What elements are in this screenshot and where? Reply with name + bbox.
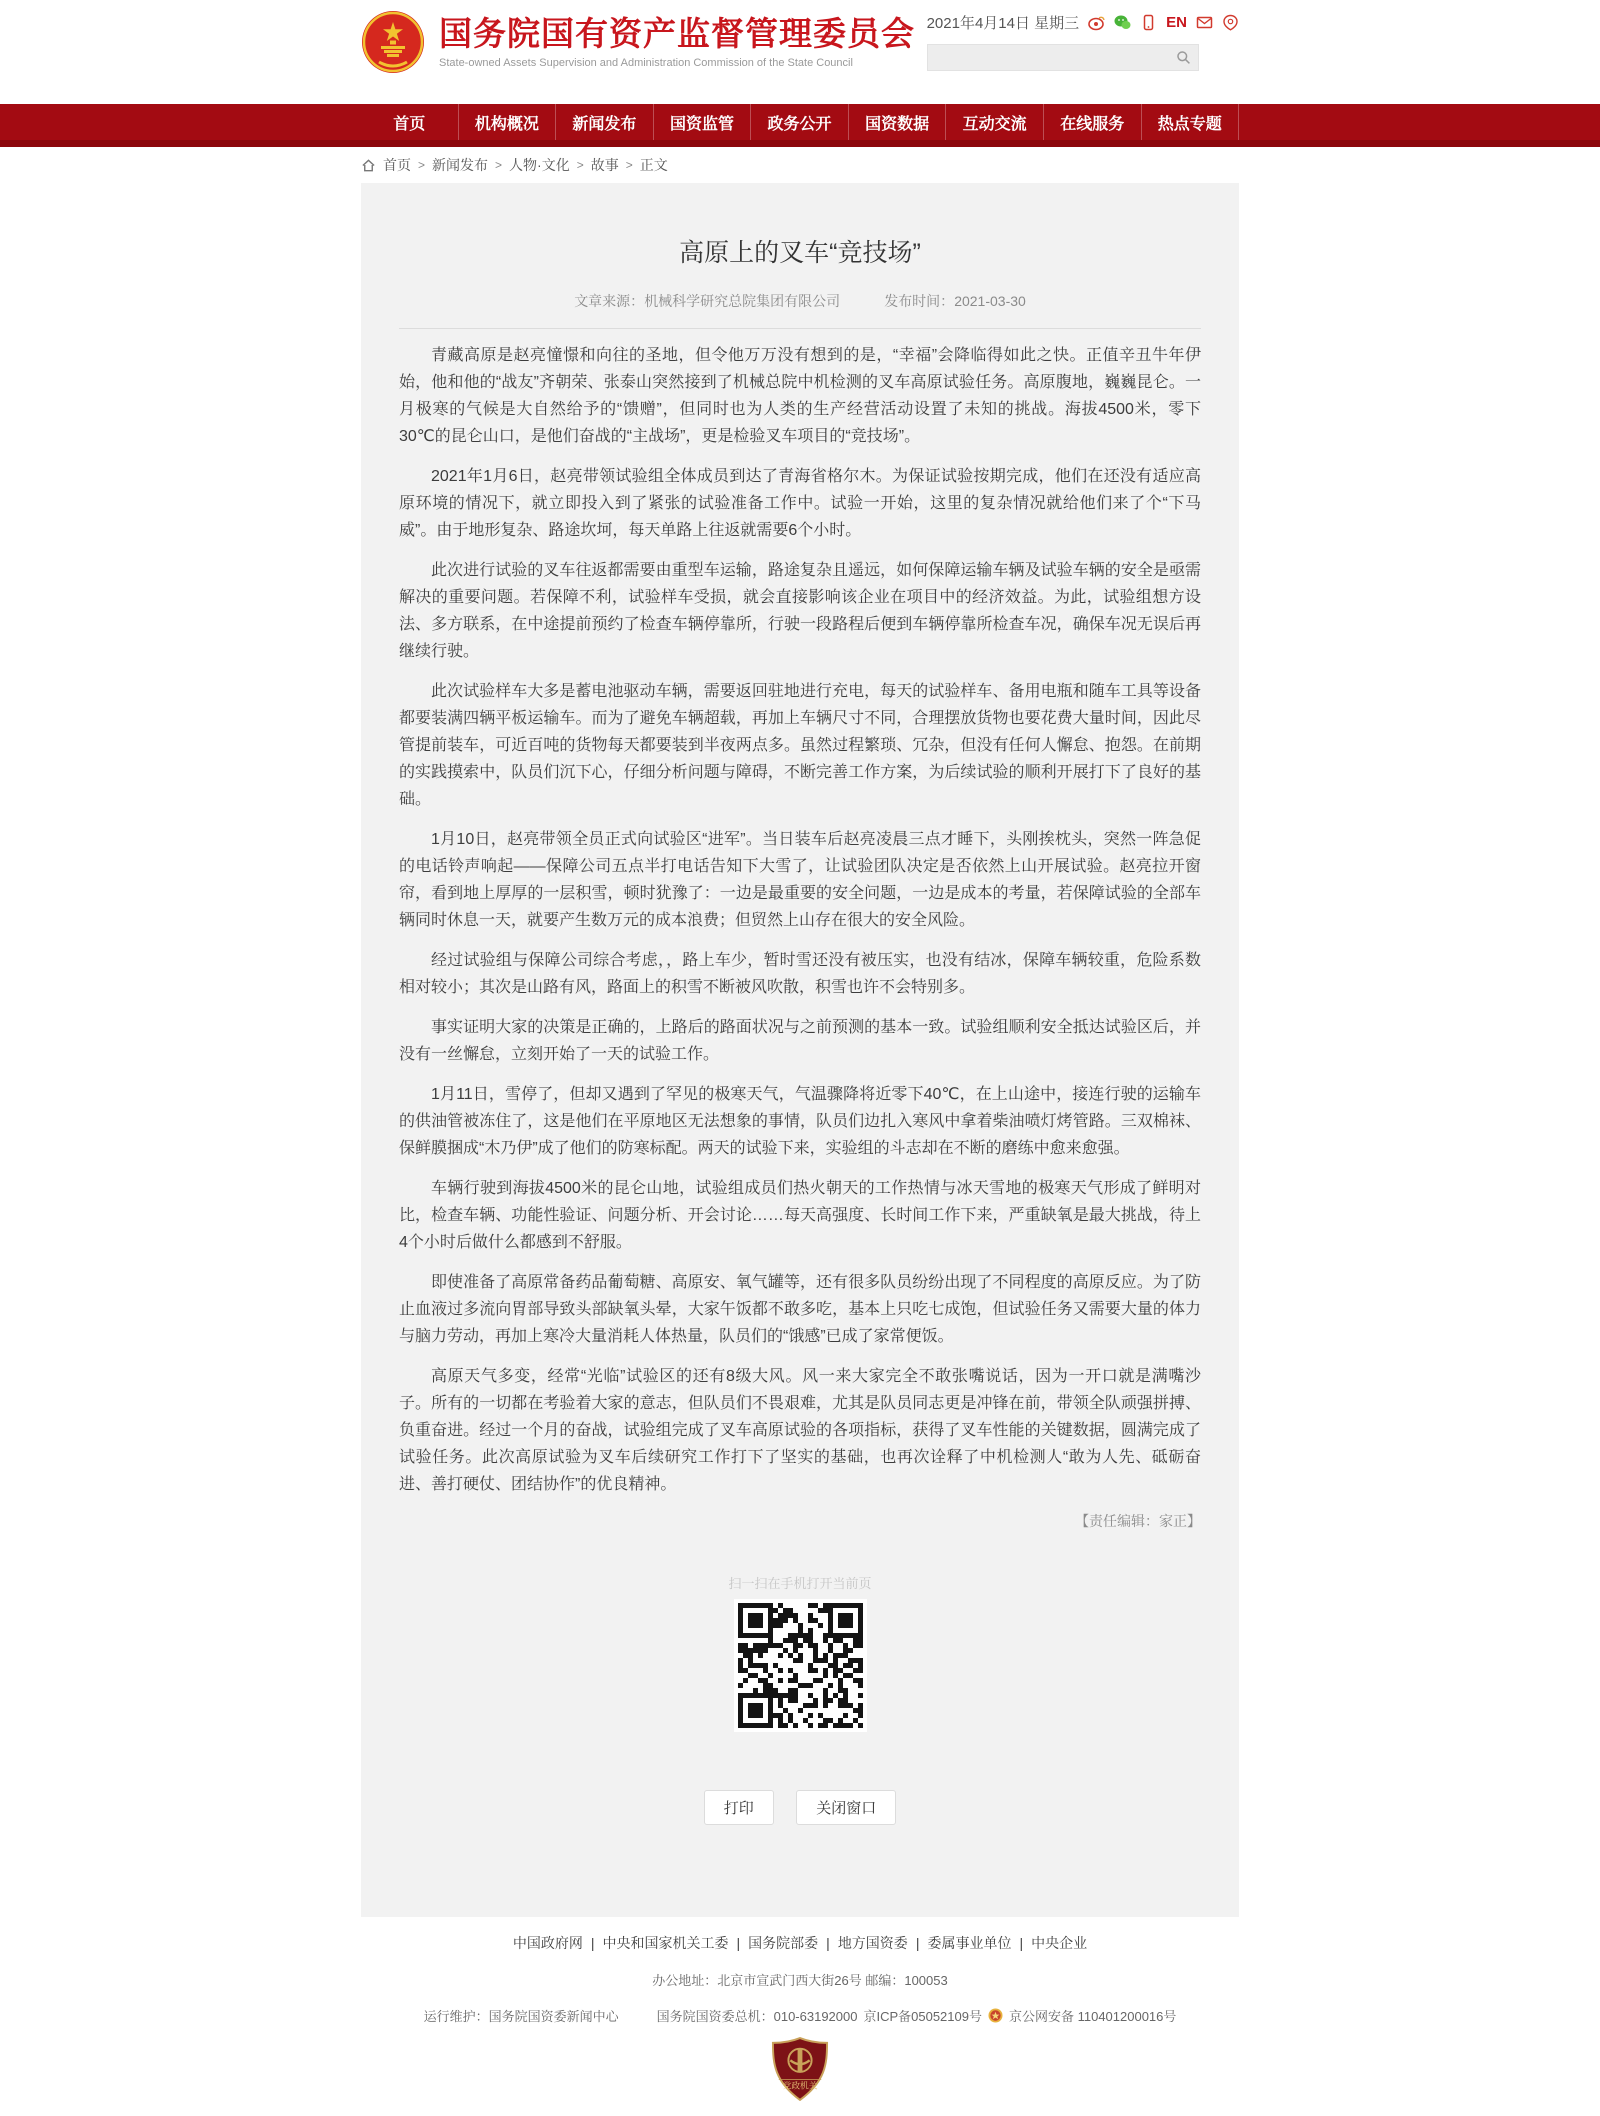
page-title: 高原上的叉车“竞技场”: [679, 239, 921, 267]
weibo-icon[interactable]: [1088, 14, 1105, 31]
dateline: 2021年4月14日 星期三: [926, 15, 1080, 32]
org-name-en: State-owned Assets Supervision and Administration Commission of the State Council: [439, 56, 853, 69]
gov-badge-label: 党政机关: [782, 2080, 818, 2091]
publish-date: 2021-03-30: [954, 293, 1026, 309]
footer-link[interactable]: 中央企业: [1031, 1935, 1088, 1951]
publish-label: 发布时间：: [884, 293, 955, 309]
print-button[interactable]: 打印: [704, 1790, 774, 1825]
footer-police[interactable]: 京公网安备 110401200016号: [1008, 2009, 1177, 2024]
breadcrumb-item[interactable]: 首页: [383, 157, 411, 173]
footer-link[interactable]: 地方国资委: [837, 1935, 908, 1951]
qr-caption: 扫一扫在手机打开当前页: [728, 1576, 872, 1591]
article-paragraph: 经过试验组与保障公司综合考虑，，路上车少，暂时雪还没有被压实，也没有结冰，保障车辆较重，危险系数相对较小；其次是山路有风，路面上的积雪不断被风吹散，积雪也许不会特别多。: [399, 952, 1201, 996]
footer-link[interactable]: 中央和国家机关工委: [602, 1935, 729, 1951]
article-actions: [399, 1790, 1201, 1825]
site-logo: [361, 10, 915, 74]
source-value: 机械科学研究总院集团有限公司: [644, 293, 841, 309]
nav-item[interactable]: 首页: [393, 115, 426, 133]
police-badge-icon: [988, 2008, 1003, 2023]
breadcrumb-separator: >: [625, 158, 633, 172]
nav-item[interactable]: 机构概况: [458, 104, 556, 140]
qr-block: [399, 1573, 1201, 1732]
site-header: [0, 0, 1600, 104]
home-icon[interactable]: [361, 158, 376, 173]
seal-icon[interactable]: [1222, 14, 1239, 31]
article-paragraph: 青藏高原是赵亮憧憬和向往的圣地，但令他万万没有想到的是，“幸福”会降临得如此之快。正值辛丑牛年伊始，他和他的“战友”齐朝荣、张泰山突然接到了机械总院中机检测的叉车高原试验任务。高原腹地，巍巍昆仑。一月极寒的气候是大自然给予的“馈赠”，但同时也为人类的生产经营活动设置了未知的挑战。海拔4500米，零下30℃的昆仑山口，是他们奋战的“主战场”，更是检验叉车项目的“竞技场”。: [399, 347, 1201, 445]
article-paragraph: 2021年1月6日，赵亮带领试验组全体成员到达了青海省格尔木。为保证试验按期完成，他们在还没有适应高原环境的情况下，就立即投入到了紧张的试验准备工作中。试验一开始，这里的复杂情况就给他们来了个“下马威”。由于地形复杂、路途坎坷，每天单路上往返就需要6个小时。: [399, 468, 1201, 539]
mobile-icon[interactable]: [1140, 14, 1157, 31]
footer-maintain-row: [0, 2006, 1600, 2025]
article-paragraph: 此次进行试验的叉车往返都需要由重型车运输，路途复杂且遥远，如何保障运输车辆及试验车辆的安全是亟需解决的重要问题。若保障不利，试验样车受损，就会直接影响该企业在项目中的经济效益。为此，试验组想方设法、多方联系，在中途提前预约了检查车辆停靠所，行驶一段路程后便到车辆停靠所检查车况，确保车况无误后再继续行驶。: [399, 562, 1201, 660]
footer-link[interactable]: 委属事业单位: [927, 1935, 1012, 1951]
breadcrumb-item: 正文: [639, 157, 668, 173]
article-paragraph: 高原天气多变，经常“光临”试验区的还有8级大风。风一来大家完全不敢张嘴说话，因为一开口就是满嘴沙子。所有的一切都在考验着大家的意志，但队员们不畏艰难，尤其是队员同志更是冲锋在前，带领全队顽强拼搏、负重奋进。经过一个月的奋战，试验组完成了叉车高原试验的各项指标，获得了叉车性能的关键数据，圆满完成了试验任务。此次高原试验为叉车后续研究工作打下了坚实的基础，也再次诠释了中机检测人“敢为人先、砥砺奋进、善打硬仗、团结协作”的优良精神。: [399, 1368, 1201, 1493]
article-paragraph: 即使准备了高原常备药品葡萄糖、高原安、氧气罐等，还有很多队员纷纷出现了不同程度的高原反应。为了防止血液过多流向胃部导致头部缺氧头晕，大家午饭都不敢多吃，基本上只吃七成饱，但试验任务又需要大量的体力与脑力劳动，再加上寒冷大量消耗人体热量，队员们的“饿感”已成了家常便饭。: [399, 1274, 1201, 1345]
nav-item[interactable]: 国资数据: [848, 104, 946, 140]
article-paragraph: 1月11日，雪停了，但却又遇到了罕见的极寒天气，气温骤降将近零下40℃，在上山途中，接连行驶的运输车的供油管被冻住了，这是他们在平原地区无法想象的事情，队员们边扎入寒风中拿着柴油喷灯烤管路。三双棉袜、保鲜膜捆成“木乃伊”成了他们的防寒标配。两天的试验下来，实验组的斗志却在不断的磨练中愈来愈强。: [399, 1086, 1201, 1157]
content-panel: [361, 183, 1239, 1917]
national-emblem-icon: [361, 10, 425, 74]
article-paragraph: 1月10日，赵亮带领全员正式向试验区“进军”。当日装车后赵亮凌晨三点才睡下，头刚挨枕头，突然一阵急促的电话铃声响起——保障公司五点半打电话告知下大雪了，让试验团队决定是否依然上山开展试验。赵亮拉开窗帘，看到地上厚厚的一层积雪，顿时犹豫了：一边是最重要的安全问题，一边是成本的考量，若保障试验的全部车辆同时休息一天，就要产生数万元的成本浪费；但贸然上山存在很大的安全风险。: [399, 831, 1201, 929]
article-paragraph: 车辆行驶到海拔4500米的昆仑山地，试验组成员们热火朝天的工作热情与冰天雪地的极寒天气形成了鲜明对比，检查车辆、功能性验证、问题分析、开会讨论……每天高强度、长时间工作下来，严重缺氧是最大挑战，待上4个小时后做什么都感到不舒服。: [399, 1180, 1201, 1251]
search-button[interactable]: [1170, 45, 1198, 70]
article-meta: [399, 291, 1201, 311]
footer-link-separator: |: [1019, 1935, 1024, 1951]
search-icon: [1176, 50, 1191, 65]
breadcrumb: [361, 147, 1239, 183]
footer-links: [0, 1933, 1600, 1953]
qr-code: [734, 1599, 867, 1732]
nav-item[interactable]: 新闻发布: [555, 104, 653, 140]
nav-menu: [361, 104, 1239, 140]
language-en-link[interactable]: EN: [1166, 14, 1187, 31]
site-search: [927, 44, 1199, 71]
gov-badge[interactable]: [0, 2037, 1600, 2116]
breadcrumb-item[interactable]: 人物·文化: [509, 157, 570, 173]
article-paragraph: 此次试验样车大多是蓄电池驱动车辆，需要返回驻地进行充电，每天的试验样车、备用电瓶和随车工具等设备都要装满四辆平板运输车。而为了避免车辆超载，再加上车辆尺寸不同，合理摆放货物也要花费大量时间，因此尽管提前装车，可近百吨的货物每天都要装到半夜两点多。虽然过程繁琐、冗杂，但没有任何人懈怠、抱怨。在前期的实践摸索中，队员们沉下心，仔细分析问题与障碍，不断完善工作方案，为后续试验的顺利开展打下了良好的基础。: [399, 683, 1201, 808]
breadcrumb-item[interactable]: 新闻发布: [432, 157, 489, 173]
breadcrumb-separator: >: [576, 158, 584, 172]
nav-item[interactable]: 政务公开: [750, 104, 848, 140]
breadcrumb-separator: >: [418, 158, 426, 172]
footer-link[interactable]: 中国政府网: [512, 1935, 583, 1951]
nav-item[interactable]: 热点专题: [1141, 104, 1240, 140]
article-body: [399, 342, 1201, 1498]
editor-note: 【责任编辑：家正】: [1075, 1513, 1201, 1529]
source-label: 文章来源：: [574, 293, 645, 309]
site-footer: [0, 1917, 1600, 2116]
footer-address: 办公地址：北京市宣武门西大街26号 邮编：100053: [652, 1973, 948, 1988]
breadcrumb-separator: >: [495, 158, 503, 172]
close-window-button[interactable]: 关闭窗口: [796, 1790, 896, 1825]
footer-link-separator: |: [915, 1935, 920, 1951]
footer-switchboard: 国务院国资委总机：010-63192000: [656, 2009, 858, 2024]
footer-link-separator: |: [826, 1935, 830, 1951]
article-paragraph: 事实证明大家的决策是正确的，上路后的路面状况与之前预测的基本一致。试验组顺利安全抵达试验区后，并没有一丝懈怠，立刻开始了一天的试验工作。: [399, 1019, 1201, 1063]
footer-link-separator: |: [736, 1935, 741, 1951]
footer-maintainer: 运行维护：国务院国资委新闻中心: [423, 2009, 619, 2024]
wechat-icon[interactable]: [1114, 14, 1131, 31]
nav-item[interactable]: 在线服务: [1043, 104, 1141, 140]
org-name-cn: 国务院国有资产监督管理委员会: [439, 15, 915, 53]
footer-icp[interactable]: 京ICP备05052109号: [863, 2009, 982, 2024]
org-titles: [439, 15, 915, 69]
breadcrumb-item[interactable]: 故事: [590, 157, 619, 173]
meta-divider: [399, 328, 1201, 329]
main-nav: [0, 104, 1600, 147]
footer-link-separator: |: [590, 1935, 595, 1951]
nav-item[interactable]: 国资监管: [653, 104, 751, 140]
search-input[interactable]: [928, 50, 1170, 65]
nav-item[interactable]: 互动交流: [945, 104, 1043, 140]
mail-icon[interactable]: [1196, 14, 1213, 31]
footer-link[interactable]: 国务院部委: [748, 1935, 819, 1951]
